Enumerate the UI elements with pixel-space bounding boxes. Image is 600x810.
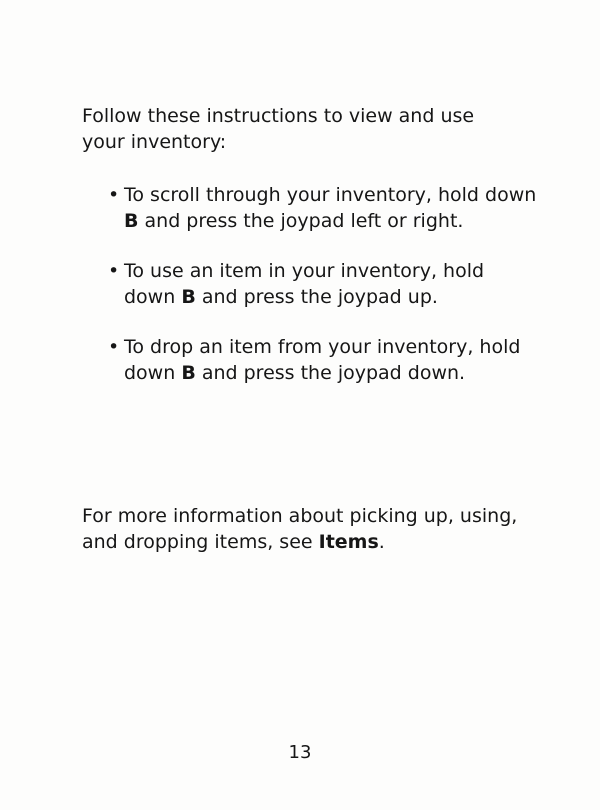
instruction-text-post: and press the joypad down. — [195, 362, 466, 384]
instruction-text-post: and press the joypad up. — [195, 286, 438, 308]
button-key-label: B — [181, 362, 196, 384]
list-item-scroll — [108, 182, 538, 234]
items-reference: Items — [318, 531, 379, 553]
instruction-text-pre: To scroll through your inventory, hold down — [124, 184, 537, 206]
button-key-label: B — [124, 210, 139, 232]
instruction-text-post: and press the joypad left or right. — [138, 210, 464, 232]
list-item-use — [108, 258, 538, 310]
instruction-text-pre: To use an item in your inventory, hold down — [124, 260, 485, 308]
intro-paragraph: Follow these instructions to view and use your inventory: — [82, 105, 475, 153]
outro-text-pre: For more information about picking up, using, and dropping items, see — [82, 505, 518, 553]
page-number: 13 — [288, 742, 312, 763]
outro-text-post: . — [378, 531, 385, 553]
bullet-icon: • — [108, 184, 120, 206]
instruction-text-pre: To drop an item from your inventory, hold down — [124, 336, 521, 384]
outro-paragraph — [82, 503, 552, 555]
button-key-label: B — [181, 286, 196, 308]
instruction-list — [108, 182, 538, 410]
bullet-icon: • — [108, 260, 120, 282]
list-item-drop — [108, 334, 538, 386]
bullet-icon: • — [108, 336, 120, 358]
